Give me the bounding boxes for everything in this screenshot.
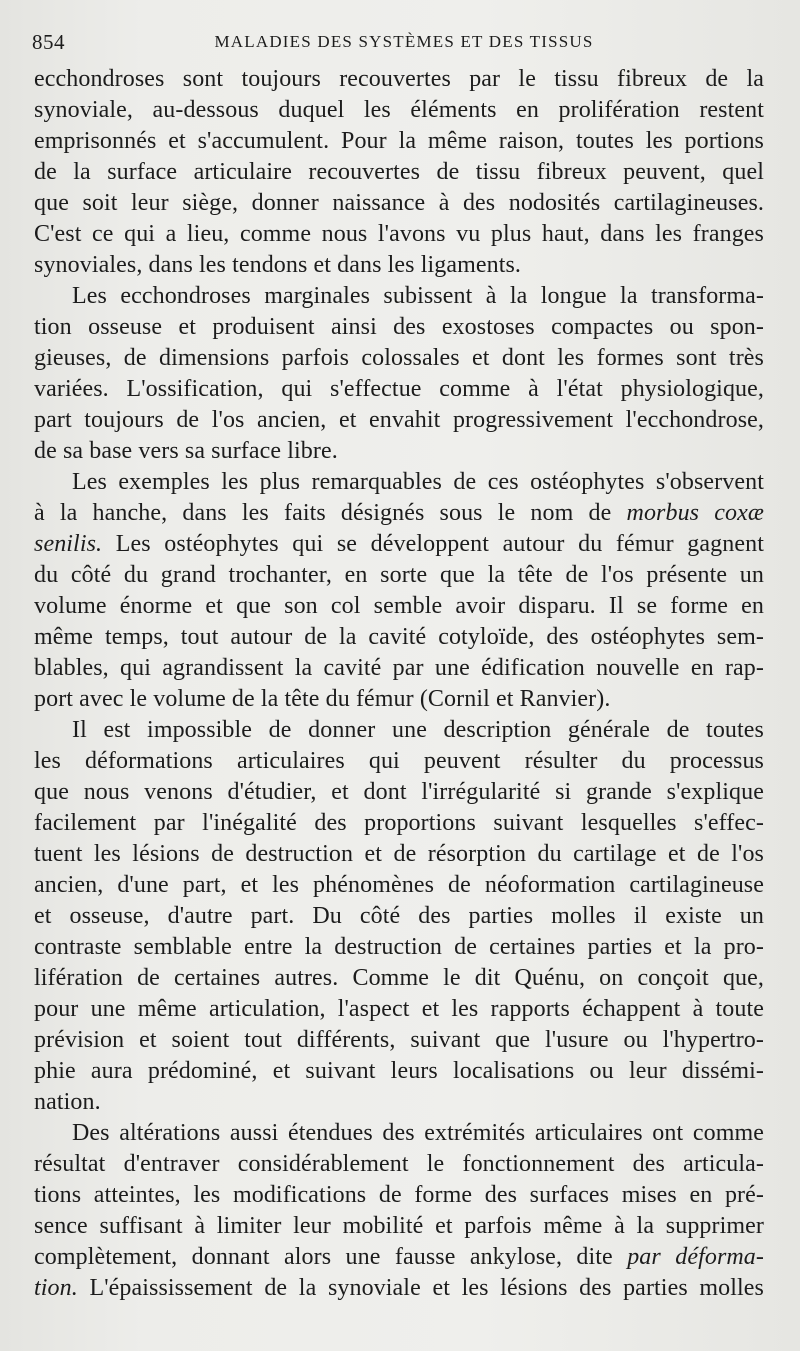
text-line: sence suffisant à limiter leur mobilité et parfois même à la supprimer [34, 1213, 764, 1239]
italic-term: par déforma- [627, 1244, 765, 1270]
text-line: nation. [34, 1089, 101, 1115]
text-line: facilement par l'inégalité des proportions suivant lesquelles s'effec- [34, 810, 764, 836]
text-line: même temps, tout autour de la cavité cotyloïde, des ostéophytes sem- [34, 624, 764, 650]
text-line [34, 529, 764, 560]
text-line: les déformations articulaires qui peuvent résulter du processus [34, 748, 764, 774]
text-line [34, 498, 764, 529]
text-line: de la surface articulaire recouvertes de tissu fibreux peuvent, quel [34, 159, 764, 185]
body-text [34, 64, 764, 1304]
page-number: 854 [32, 30, 65, 54]
text-segment: L'épaississement de la synoviale et les lésions des parties molles [89, 1275, 764, 1301]
text-line: volume énorme et que son col semble avoir disparu. Il se forme en [34, 593, 764, 619]
text-line: tuent les lésions de destruction et de résorption du cartilage et de l'os [34, 841, 764, 867]
text-line: gieuses, de dimensions parfois colossales et dont les formes sont très [34, 345, 764, 371]
text-line: part toujours de l'os ancien, et envahit progressivement l'ecchondrose, [34, 407, 764, 433]
text-line [34, 1242, 764, 1273]
text-line: et osseuse, d'autre part. Du côté des parties molles il existe un [34, 903, 764, 929]
text-line: tion osseuse et produisent ainsi des exostoses compactes ou spon- [34, 314, 764, 340]
text-line: synoviale, au-dessous duquel les éléments en prolifération restent [34, 97, 764, 123]
text-segment: complètement, donnant alors une fausse ankylose, dite [34, 1244, 613, 1270]
italic-term: tion. [34, 1275, 78, 1301]
text-line: variées. L'ossification, qui s'effectue comme à l'état physiologique, [34, 376, 764, 402]
text-line: pour une même articulation, l'aspect et les rapports échappent à toute [34, 996, 764, 1022]
text-line: que nous venons d'étudier, et dont l'irrégularité si grande s'explique [34, 779, 764, 805]
text-line: synoviales, dans les tendons et dans les ligaments. [34, 252, 522, 278]
text-line: que soit leur siège, donner naissance à des nodosités cartilagineuses. [34, 190, 764, 216]
text-line: tions atteintes, les modifications de forme des surfaces mises en pré- [34, 1182, 764, 1208]
text-line: Les ecchondroses marginales subissent à la longue la transforma- [72, 283, 764, 309]
text-line: de sa base vers sa surface libre. [34, 438, 338, 464]
text-line: prévision et soient tout différents, suivant que l'usure ou l'hypertro- [34, 1027, 764, 1053]
text-line: lifération de certaines autres. Comme le dit Quénu, on conçoit que, [34, 965, 764, 991]
text-line [34, 1273, 764, 1304]
italic-term: morbus coxæ [626, 500, 764, 526]
text-segment: à la hanche, dans les faits désignés sous le nom de [34, 500, 612, 526]
text-line: ecchondroses sont toujours recouvertes par le tissu fibreux de la [34, 66, 764, 92]
text-line: du côté du grand trochanter, en sorte que la tête de l'os présente un [34, 562, 764, 588]
text-segment: Les ostéophytes qui se développent autour du fémur gagnent [115, 531, 764, 557]
text-line: contraste semblable entre la destruction de certaines parties et la pro- [34, 934, 764, 960]
text-line: emprisonnés et s'accumulent. Pour la même raison, toutes les portions [34, 128, 764, 154]
text-line: port avec le volume de la tête du fémur (Cornil et Ranvier). [34, 686, 611, 712]
text-line: Il est impossible de donner une description générale de toutes [72, 717, 764, 743]
text-line: Les exemples les plus remarquables de ces ostéophytes s'observent [72, 469, 764, 495]
text-line: ancien, d'une part, et les phénomènes de néoformation cartilagineuse [34, 872, 764, 898]
text-line: phie aura prédominé, et suivant leurs localisations ou leur dissémi- [34, 1058, 764, 1084]
text-line: résultat d'entraver considérablement le fonctionnement des articula- [34, 1151, 764, 1177]
running-head [0, 30, 800, 60]
text-line: Des altérations aussi étendues des extrémités articulaires ont comme [72, 1120, 764, 1146]
text-line: blables, qui agrandissent la cavité par une édification nouvelle en rap- [34, 655, 764, 681]
text-line: C'est ce qui a lieu, comme nous l'avons vu plus haut, dans les franges [34, 221, 764, 247]
italic-term: senilis. [34, 531, 103, 557]
running-title: MALADIES DES SYSTÈMES ET DES TISSUS [214, 32, 594, 51]
